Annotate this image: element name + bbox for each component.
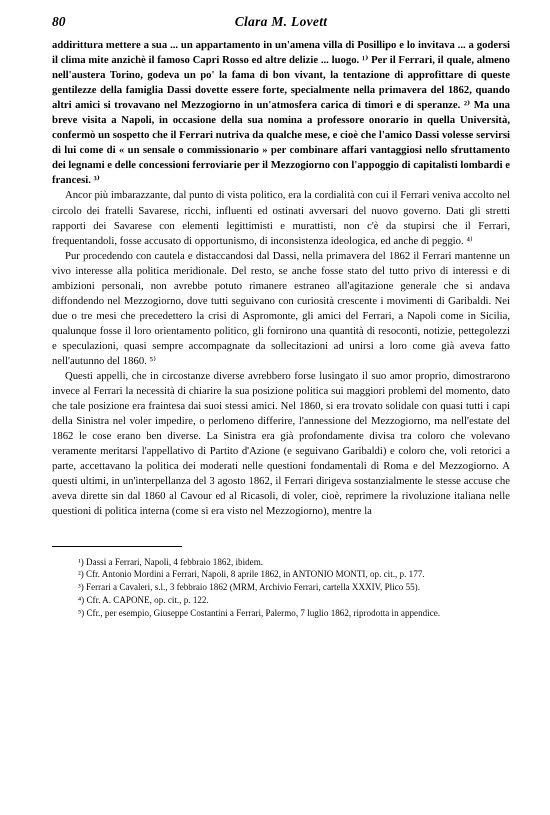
page-header (52, 14, 510, 38)
main-text (52, 38, 510, 520)
footnote: ²) Cfr. Antonio Mordini a Ferrari, Napoli, 8 aprile 1862, in ANTONIO MONTI, op. cit., p. 177. (78, 569, 425, 580)
paragraph: addirittura mettere a sua ... un appartamento in un'amena villa di Posillipo e lo invitava ... a godersi il clima mite anzichè il famoso Capri Rosso ed altre delizie ... luogo. ¹⁾ Per il Ferrari, il quale, almeno nell'austera Torino, godeva un po' la fama di bon vivant, la tentazione di approfittare di queste gentilezze della famiglia Dassi dovette essere forte, specialmente nella primavera del 1862, quando altri amici si trovavano nel Mezzogiorno in un'atmosfera carica di timori e di speranze. ²⁾ Ma una breve visita a Napoli, in occasione della sua nomina a professore onorario in quella Università, confermò un sospetto che il Ferrari nutriva da qualche mese, e cioè che l'amico Dassi volesse servirsi di lui come di « un sensale o commissionario » per combinare affari vantaggiosi nello sfruttamento dei legnami e delle concessioni ferroviarie per il Mezzogiorno con l'appoggio di capitalisti lombardi e francesi. ³⁾ (52, 39, 510, 187)
footnote-separator (52, 546, 182, 547)
footnotes (52, 556, 510, 621)
footnote: ⁴) Cfr. A. CAPONE, op. cit., p. 122. (78, 595, 209, 606)
footnote: ⁵) Cfr., per esempio, Giuseppe Costantini a Ferrari, Palermo, 7 luglio 1862, riprodotta in appendice. (78, 608, 441, 619)
paragraph: Pur procedendo con cautela e distaccandosi dal Dassi, nella primavera del 1862 il Ferrari mantenne un vivo interesse alla politica meridionale. Del resto, se anche fosse stato del tutto privo di interessi e di ambizioni personali, non avrebbe potuto rimanere estraneo all'agitazione generale che si andava diffondendo nel Mezzogiorno, dove tutti seguivano con curiosità crescente i movimenti di Garibaldi. Nei due o tre mesi che precedettero la crisi di Aspromonte, gli amici del Ferrari, a Napoli come in Sicilia, qualunque fosse il loro orientamento politico, gli fornirono una quantità di resoconti, notizie, pettegolezzi e speculazioni, quasi sempre accompagnate da sollecitazioni ad unirsi a loro come già aveva fatto nell'autunno del 1860. ⁵⁾ (52, 249, 510, 367)
paragraph: Questi appelli, che in circostanze diverse avrebbero forse lusingato il suo amor proprio, dimostrarono invece al Ferrari la necessità di chiarire la sua posizione politica sui maggiori problemi del momento, dato che tale posizione era fraintesa dai suoi stessi amici. Nel 1860, si era trovato solidale con quasi tutti i capi della Sinistra nel voler impedire, o perlomeno differire, l'annessione del Mezzogiorno, ma nell'estate del 1862 le cose erano ben diverse. La Sinistra era già profondamente divisa tra coloro che volevano veramente meritarsi l'appellativo di Partito d'Azione (e seguivano Garibaldi) e coloro che, voli retorici a parte, accettavano la politica dei moderati nelle questioni fondamentali di Roma e del Mezzogiorno. A questi ultimi, in un'interpellanza del 3 agosto 1862, il Ferrari dirigeva sostanzialmente le stesse accuse che aveva dirette sin dal 1860 al Cavour ed al Ricasoli, di voler, cioè, reprimere la rivoluzione italiana nelle questioni di politica interna (come si era visto nel Mezzogiorno), mentre la (52, 370, 510, 518)
footnote: ³) Ferrari a Cavaleri, s.l., 3 febbraio 1862 (MRM, Archivio Ferrari, cartella XXXIV, Plico 55). (78, 582, 420, 593)
footnote: ¹) Dassi a Ferrari, Napoli, 4 febbraio 1862, ibidem. (78, 556, 264, 567)
page-number: 80 (52, 14, 66, 29)
paragraph: Ancor più imbarazzante, dal punto di vista politico, era la cordialità con cui il Ferrari veniva accolto nel circolo dei fratelli Savarese, ricchi, influenti ed ostinati avversari del nuovo governo. Dati gli stretti rapporti dei Savarese con elementi legittimisti e murattisti, non c'è da stupirsi che il Ferrari, frequentandoli, fosse accusato di opportunismo, di inconsistenza ideologica, ed anche di peggio. ⁴⁾ (52, 189, 510, 247)
running-head: Clara M. Lovett (234, 14, 328, 29)
